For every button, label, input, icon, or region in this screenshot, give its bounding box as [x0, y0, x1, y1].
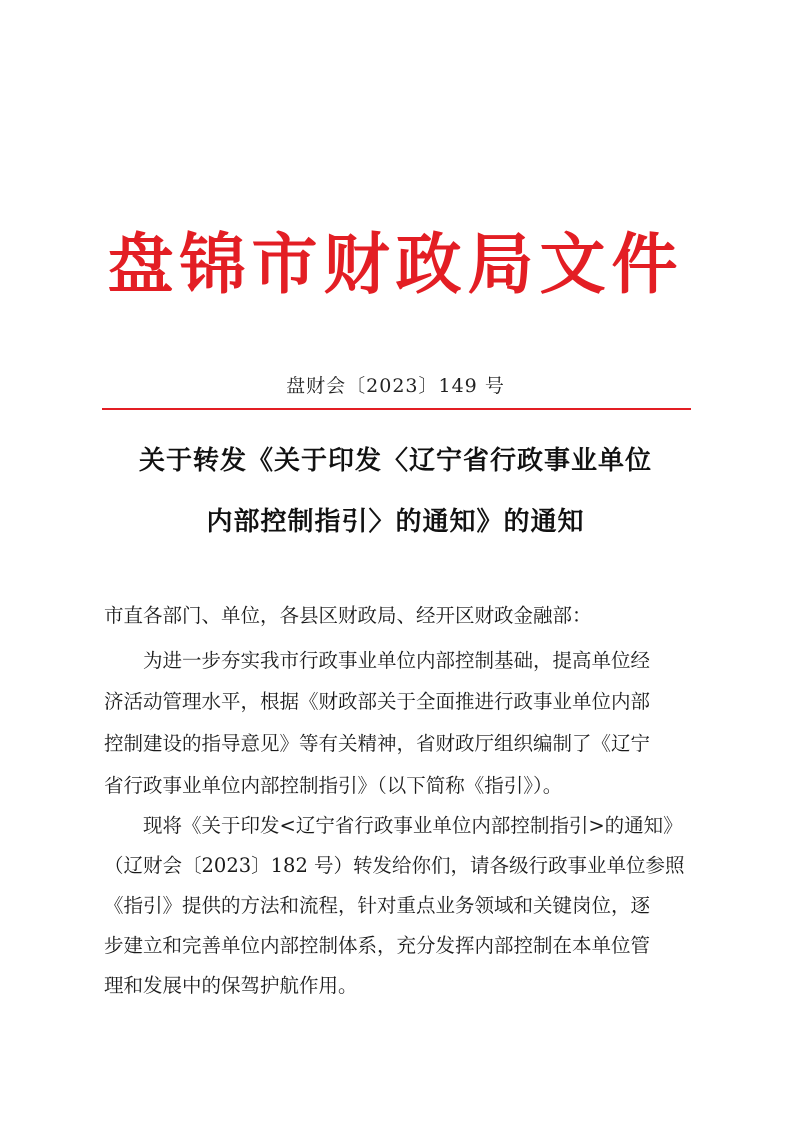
- paragraph-2-line-4: 步建立和完善单位内部控制体系，充分发挥内部控制在本单位管: [104, 934, 651, 957]
- issuing-authority-header: 盘锦市财政局文件: [107, 226, 684, 303]
- paragraph-1-line-3: 控制建设的指导意见》等有关精神，省财政厅组织编制了《辽宁: [104, 732, 651, 755]
- paragraph-1-line-1: 为进一步夯实我市行政事业单位内部控制基础，提高单位经: [143, 649, 651, 672]
- red-divider-line: [102, 408, 691, 410]
- paragraph-1-line-4: 省行政事业单位内部控制指引》（以下简称《指引》）。: [104, 774, 563, 797]
- document-title-line-1: 关于转发《关于印发〈辽宁省行政事业单位: [138, 446, 652, 476]
- document-number: 盘财会〔2023〕149 号: [286, 375, 505, 397]
- paragraph-1-line-2: 济活动管理水平，根据《财政部关于全面推进行政事业单位内部: [104, 690, 651, 713]
- paragraph-2-line-2: （辽财会〔2023〕182 号）转发给你们，请各级行政事业单位参照: [104, 854, 685, 877]
- paragraph-2-line-3: 《指引》提供的方法和流程，针对重点业务领域和关键岗位，逐: [104, 894, 651, 917]
- paragraph-2-line-5: 理和发展中的保驾护航作用。: [104, 974, 358, 997]
- salutation: 市直各部门、单位，各县区财政局、经开区财政金融部：: [104, 604, 592, 627]
- paragraph-2-line-1: 现将《关于印发<辽宁省行政事业单位内部控制指引>的通知》: [143, 814, 683, 837]
- document-title-line-2: 内部控制指引〉的通知》的通知: [206, 507, 585, 537]
